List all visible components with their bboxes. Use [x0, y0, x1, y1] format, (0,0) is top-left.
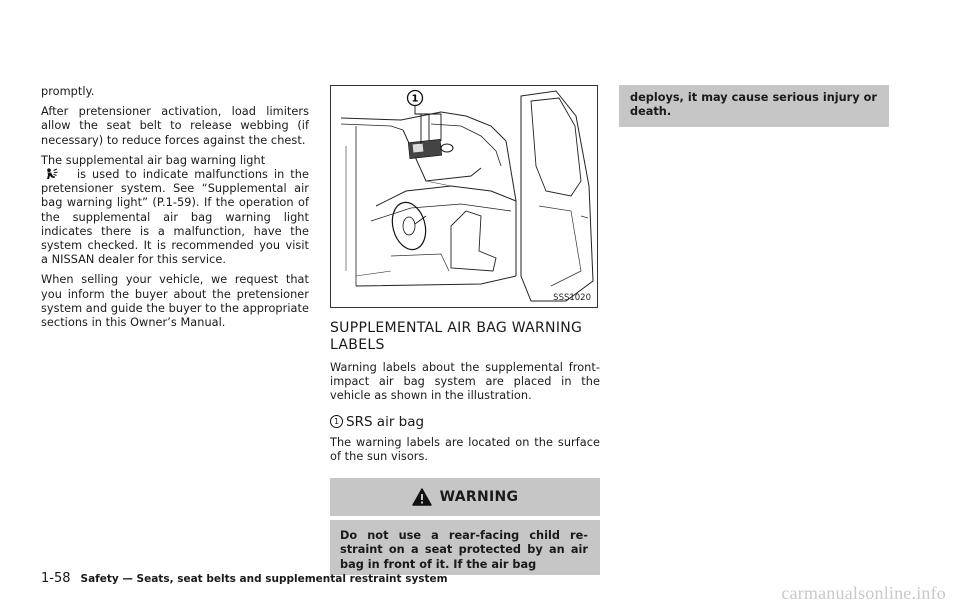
subheading-srs-air-bag: [330, 414, 600, 430]
warning-text: Do not use a rear-facing child restraint on a seat protected by an air bag in front of it. If the air bag: [340, 529, 588, 571]
car-interior-drawing: [331, 86, 597, 307]
middle-column: [330, 85, 600, 575]
right-column: [619, 85, 889, 127]
warning-light-text-b: is used to indicate malfunctions in the pretensioner system. See “Supplemental air bag warning light” (P.1-59). If the operation of the supplemental air bag warning light indicates there is a malfunction, have the system checked. It is recommended you visit a NISSAN dealer for this service.: [41, 168, 309, 267]
warning-box-continued: [619, 85, 889, 127]
warning-header: [330, 478, 600, 520]
paragraph-warning-labels: Warning labels about the supplemental front-impact air bag system are placed in the vehicle as shown in the illustration.: [330, 361, 600, 403]
airbag-warning-icon: [41, 168, 71, 180]
paragraph-sun-visors: The warning labels are located on the surface of the sun visors.: [330, 435, 600, 463]
paragraph-load-limiters: After pretensioner activation, load limiters allow the seat belt to release webbing (if necessary) to reduce forces against the chest.: [41, 105, 309, 147]
paragraph-selling-vehicle: When selling your vehicle, we request that you inform the buyer about the pretensioner system and guide the buyer to the appropriate sections in this Owner’s Manual.: [41, 273, 309, 330]
figure-code: SSS1020: [553, 293, 591, 303]
warning-light-text-a: The supplemental air bag warning light: [41, 153, 266, 167]
section-heading: SUPPLEMENTAL AIR BAG WARNING LABELS: [330, 320, 583, 353]
subheading-label: SRS air bag: [346, 413, 425, 430]
paragraph-promptly: promptly.: [41, 85, 95, 98]
warning-title: WARNING: [439, 489, 519, 506]
page-footer: [41, 571, 448, 586]
warning-triangle-icon: [412, 488, 432, 506]
left-column: [41, 85, 309, 336]
warning-text-continued: deploys, it may cause serious injury or death.: [630, 91, 877, 119]
circled-number-icon: 1: [330, 415, 343, 428]
paragraph-warning-light: [41, 154, 309, 268]
page-number: 1-58: [41, 571, 71, 586]
warning-box: [330, 478, 600, 575]
svg-text:1: 1: [411, 93, 419, 105]
watermark: carmanualsonline.info: [781, 583, 946, 603]
sun-visor-illustration: [330, 85, 598, 308]
section-title: Safety — Seats, seat belts and supplemental restraint system: [80, 573, 448, 585]
